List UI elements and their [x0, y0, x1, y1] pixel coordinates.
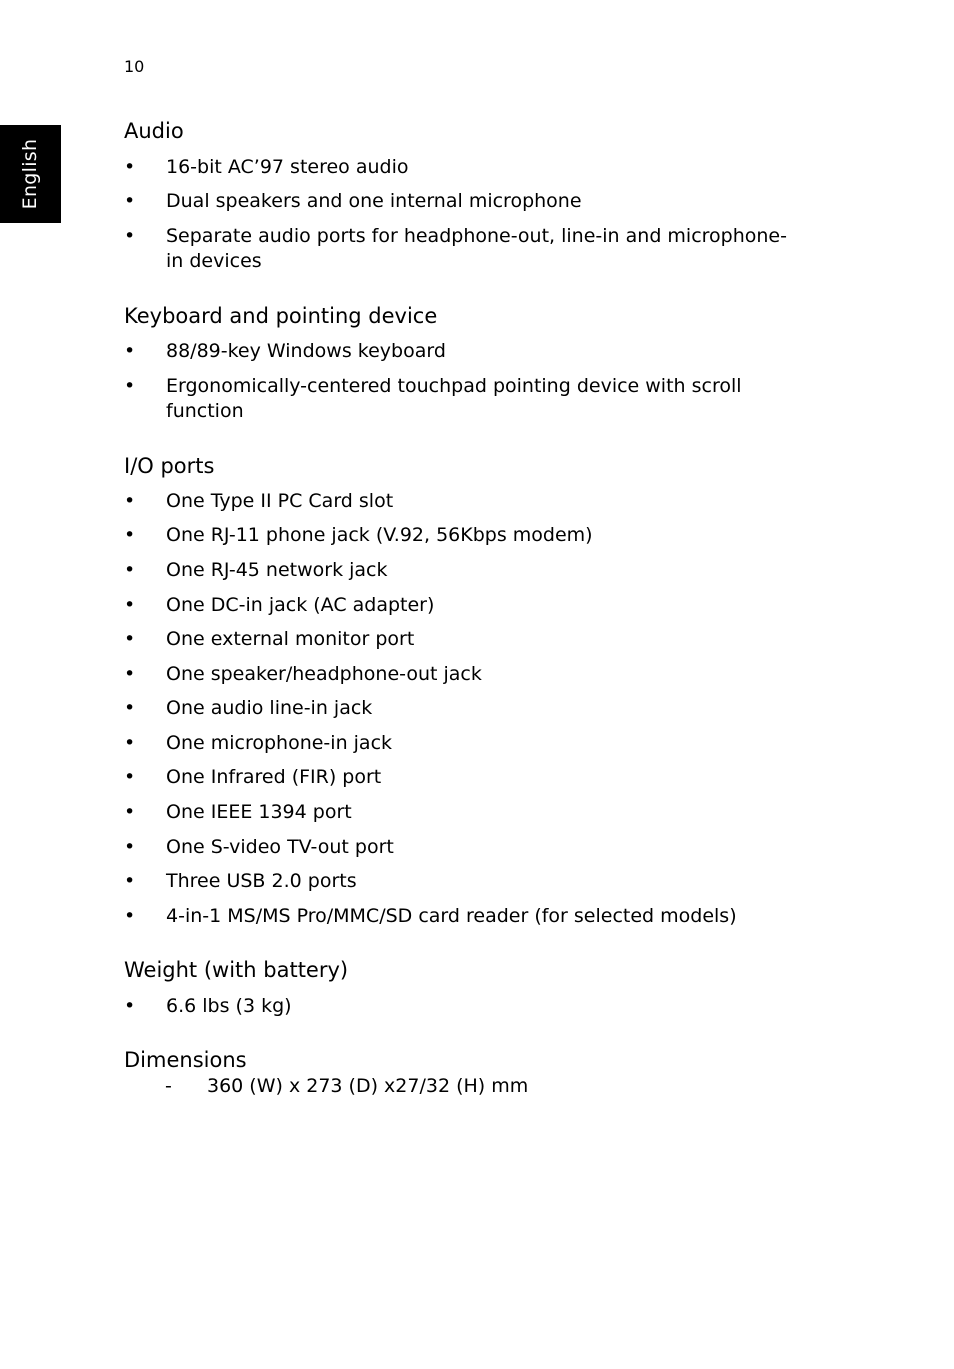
list-item-text: 360 (W) x 273 (D) x27/32 (H) mm [207, 1075, 529, 1097]
list-item-text: 6.6 lbs (3 kg) [166, 995, 292, 1017]
page-number: 10 [124, 57, 145, 76]
list-item-text: 16-bit AC’97 stereo audio [166, 156, 409, 178]
bullet-icon: • [124, 490, 136, 512]
language-tab-label: English [19, 138, 41, 210]
list-item-text: 88/89-key Windows keyboard [166, 340, 446, 362]
list-item [124, 904, 814, 929]
list-item [124, 835, 814, 860]
section-heading-io-ports: I/O ports [124, 454, 215, 478]
language-tab [0, 125, 61, 223]
bullet-icon: • [124, 559, 136, 581]
list-item-text: One IEEE 1394 port [166, 801, 352, 823]
bullet-icon: • [124, 156, 136, 178]
bullet-icon: • [124, 905, 136, 927]
dash-icon: - [165, 1075, 172, 1097]
bullet-icon: • [124, 340, 136, 362]
list-item [124, 523, 814, 548]
list-item [124, 558, 814, 583]
list-item [124, 155, 814, 180]
list-item-text: One Infrared (FIR) port [166, 766, 382, 788]
list-item [124, 224, 814, 274]
list-item [124, 800, 814, 825]
list-item [124, 662, 814, 687]
list-item [165, 1074, 765, 1099]
bullet-icon: • [124, 870, 136, 892]
list-item-text: One DC-in jack (AC adapter) [166, 594, 435, 616]
list-item [124, 869, 814, 894]
list-item [124, 627, 814, 652]
list-item-text: One Type II PC Card slot [166, 490, 394, 512]
list-item-text: One external monitor port [166, 628, 415, 650]
list-item [124, 489, 814, 514]
list-item-text: One S-video TV-out port [166, 836, 394, 858]
bullet-icon: • [124, 190, 136, 212]
list-item [124, 593, 814, 618]
list-item-text: Dual speakers and one internal microphone [166, 190, 582, 212]
list-item-text: One speaker/headphone-out jack [166, 663, 482, 685]
list-item-text: Ergonomically-centered touchpad pointing device with scroll function [166, 375, 742, 422]
list-item-text: One audio line-in jack [166, 697, 373, 719]
list-item [124, 994, 814, 1019]
list-item [124, 339, 814, 364]
list-item [124, 696, 814, 721]
bullet-icon: • [124, 732, 136, 754]
bullet-icon: • [124, 766, 136, 788]
section-heading-audio: Audio [124, 119, 184, 143]
bullet-icon: • [124, 524, 136, 546]
bullet-icon: • [124, 594, 136, 616]
list-item-text: 4-in-1 MS/MS Pro/MMC/SD card reader (for selected models) [166, 905, 737, 927]
section-heading-dimensions: Dimensions [124, 1048, 247, 1072]
bullet-icon: • [124, 663, 136, 685]
bullet-icon: • [124, 801, 136, 823]
list-item-text: Three USB 2.0 ports [166, 870, 357, 892]
list-item-text: One RJ-45 network jack [166, 559, 388, 581]
list-item [124, 765, 814, 790]
list-item [124, 731, 814, 756]
list-item [124, 374, 814, 424]
list-item-text: One microphone-in jack [166, 732, 393, 754]
bullet-icon: • [124, 836, 136, 858]
list-item-text: Separate audio ports for headphone-out, line-in and microphone- in devices [166, 225, 787, 272]
section-heading-keyboard: Keyboard and pointing device [124, 304, 438, 328]
bullet-icon: • [124, 225, 136, 247]
list-item [124, 189, 814, 214]
section-heading-weight: Weight (with battery) [124, 958, 349, 982]
bullet-icon: • [124, 995, 136, 1017]
bullet-icon: • [124, 628, 136, 650]
bullet-icon: • [124, 697, 136, 719]
bullet-icon: • [124, 375, 136, 397]
list-item-text: One RJ-11 phone jack (V.92, 56Kbps modem) [166, 524, 593, 546]
